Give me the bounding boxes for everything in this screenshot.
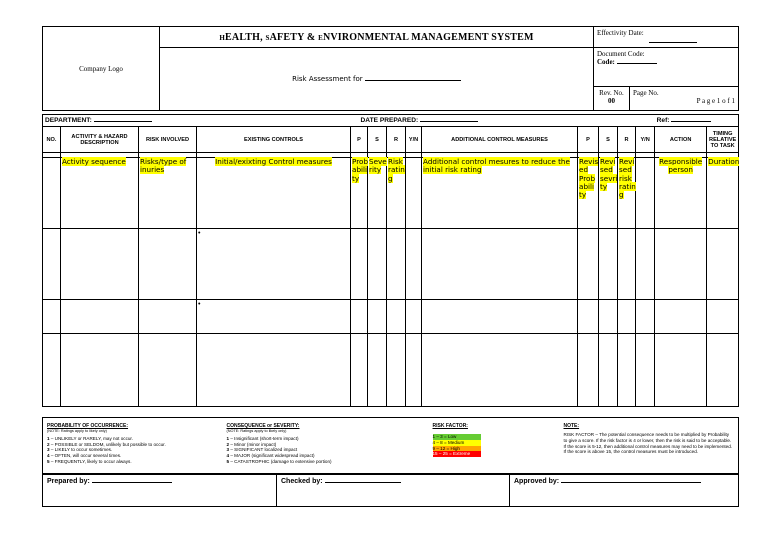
probability-item: 4 – OFTEN, will occur several times. xyxy=(47,453,122,459)
consequence-item: 1 – Insignificant (short-term impact) xyxy=(226,435,299,441)
col-r-revised: R xyxy=(618,127,636,153)
consequence-legend: CONSEQUENCE or SEVERITY: (NOTE: Ratings apply to likely only) 1 – Insignificant (short-term impact) 2 – Minor (minor impact) 3 – SIGNIFICANT localized impact 4 – MAJOR (significant widespread impact) 5 – CATASTROPHIC (damage to extensive portion) xyxy=(215,418,425,474)
consequence-item: 5 – CATASTROPHIC (damage to extensive portion) xyxy=(226,458,332,464)
probability-item: 5 – FREQUENTLY, likely to occur always. xyxy=(47,458,132,464)
col-yn-revised: Y/N xyxy=(636,127,655,153)
table-row xyxy=(43,334,739,407)
approved-by-field[interactable]: Approved by: xyxy=(510,475,739,507)
col-yn: Y/N xyxy=(406,127,422,153)
probability-legend: PROBABILITY OF OCCURRENCE: (NOTE: Ratings apply to likely only) 1 – UNLIKELY or RARELY, may not occur. 2 – POSSIBLE or SELDOM, unlikely but possible to occur. 3 – LIKELY to occur sometimes. 4 – OFTEN, will occur several times. 5 – FREQUENTLY, likely to occur always. xyxy=(43,418,215,474)
col-s-revised: S xyxy=(599,127,618,153)
probability-item: 1 – UNLIKELY or RARELY, may not occur. xyxy=(47,435,133,441)
risk-table xyxy=(42,114,739,407)
consequence-item: 2 – Minor (minor impact) xyxy=(226,441,277,447)
col-p: P xyxy=(351,127,368,153)
column-headers xyxy=(43,127,739,153)
col-timing: TIMING RELATIVE TO TASK xyxy=(707,127,739,153)
date-prepared-field[interactable]: DATE PREPARED: xyxy=(351,115,655,127)
risk-assessment-form xyxy=(42,26,738,507)
risk-low-badge: 1 – 3 = Low xyxy=(433,434,481,440)
effectivity-date-field[interactable]: Effectivity Date: xyxy=(594,27,739,48)
consequence-item: 3 – SIGNIFICANT localized impact xyxy=(226,447,298,453)
col-activity: ACTIVITY & HAZARD DESCRIPTION xyxy=(61,127,139,153)
bullet-point[interactable]: • xyxy=(197,229,351,300)
document-code-field[interactable]: Document Code: Code: xyxy=(594,48,739,87)
page-no-field: Page No. P a g e 1 o f 1 xyxy=(630,87,739,111)
prepared-by-field[interactable]: Prepared by: xyxy=(43,475,277,507)
table-row xyxy=(43,300,739,334)
col-no: NO. xyxy=(43,127,61,153)
note-legend: NOTE: RISK FACTOR – The potential consequence needs to be multiplied by Probability to give a score. If the risk factor is 4 or lower, then the risk is said to be acceptable. If the score is 5-12, then additional control measures may need to be implemented. If the score is above 15, the control measures must be introduced. xyxy=(560,418,739,474)
ref-field[interactable]: Ref: xyxy=(655,115,739,127)
col-risk: RISK INVOLVED xyxy=(139,127,197,153)
checked-by-field[interactable]: Checked by: xyxy=(277,475,510,507)
risk-factor-legend: RISK FACTOR: 1 – 3 = Low 4 – 8 = Medium 9 – 12 = High 15 – 25 = Extreme xyxy=(425,418,560,474)
col-additional-measures: ADDITIONAL CONTROL MEASURES xyxy=(422,127,578,153)
form-header xyxy=(42,26,739,111)
legend-box xyxy=(42,417,739,474)
table-row xyxy=(43,229,739,300)
risk-medium-badge: 4 – 8 = Medium xyxy=(433,440,481,446)
col-p-revised: P xyxy=(578,127,599,153)
risk-high-badge: 9 – 12 = High xyxy=(433,446,481,452)
probability-item: 2 – POSSIBLE or SELDOM, unlikely but possible to occur. xyxy=(47,441,166,447)
consequence-item: 4 – MAJOR (significant widespread impact) xyxy=(226,453,315,459)
col-s: S xyxy=(368,127,387,153)
bullet-point[interactable]: • xyxy=(197,300,351,334)
rev-no-field: Rev. No. 00 xyxy=(594,87,630,111)
col-r: R xyxy=(387,127,406,153)
company-logo: Company Logo xyxy=(43,27,160,111)
system-title: HEALTH, SAFETY & ENVIRONMENTAL MANAGEMENT SYSTEM xyxy=(160,27,594,48)
table-row: Activity sequence Risks/type of inuries Initial/exixting Control measures Prob abili ty Seve rity Risk ratin g Additional control mesures to reduce the initial risk rating Revis ed Prob abili ty Revi sed sevri ty Revi sed risk ratin g Responsible person Duration xyxy=(43,158,739,229)
col-existing-controls: EXISTING CONTROLS xyxy=(197,127,351,153)
department-field[interactable]: DEPARTMENT: xyxy=(43,115,351,127)
risk-extreme-badge: 15 – 25 = Extreme xyxy=(433,451,481,457)
probability-item: 3 – LIKELY to occur sometimes. xyxy=(47,447,113,453)
signature-row xyxy=(42,474,739,507)
col-action: ACTION xyxy=(655,127,707,153)
risk-assessment-title: Risk Assessment for xyxy=(160,48,594,111)
